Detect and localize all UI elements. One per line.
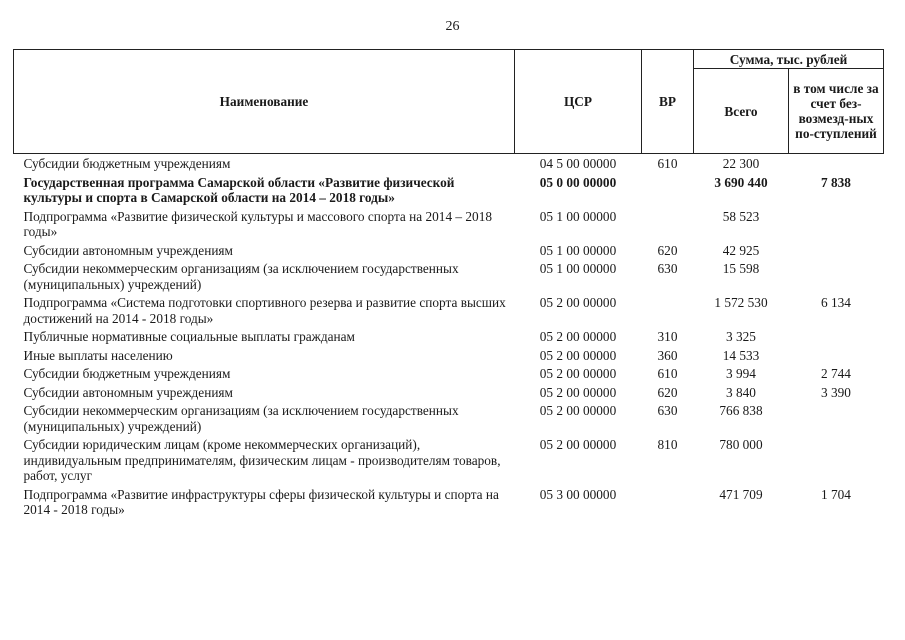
row-grants: 1 704 (821, 486, 851, 502)
table-row (14, 173, 884, 207)
table-header (14, 50, 884, 154)
row-name: Субсидии автономным учреждениям (23, 242, 233, 258)
row-csr: 05 0 00 00000 (539, 174, 617, 190)
table-row (14, 364, 884, 383)
row-vr (642, 173, 694, 207)
header-grants: в том числе за счет без-возмезд-ных по-ступлений (789, 69, 884, 154)
row-csr: 05 2 00 00000 (539, 329, 617, 344)
row-grants (789, 241, 884, 260)
row-csr: 05 2 00 00000 (539, 384, 617, 400)
row-name: Государственная программа Самарской области «Развитие физической культуры и спорта в Самарской области на 2014 – 2018 годы» (23, 174, 455, 205)
row-grants (789, 207, 884, 241)
row-grants (789, 401, 884, 435)
row-name: Субсидии бюджетным учреждениям (23, 156, 231, 171)
table-row (14, 207, 884, 241)
row-name: Субсидии бюджетным учреждениям (23, 366, 231, 381)
table-row (14, 401, 884, 435)
row-name: Подпрограмма «Развитие физической культуры и массового спорта на 2014 – 2018 годы» (23, 208, 492, 239)
table-row (14, 485, 884, 519)
row-csr: 05 2 00 00000 (539, 295, 617, 310)
row-vr: 810 (657, 437, 678, 452)
row-grants (789, 154, 884, 173)
row-total: 1 572 530 (714, 295, 768, 310)
row-name: Субсидии юридическим лицам (кроме некоммерческих организаций), индивидуальным предпринимателям, физическим лицам - производителям товаров, работ, услуг (23, 437, 501, 483)
table-row (14, 435, 884, 485)
row-csr: 05 3 00 00000 (539, 486, 617, 502)
row-total: 58 523 (722, 208, 760, 224)
table-row (14, 154, 884, 173)
row-vr: 360 (657, 347, 678, 363)
row-name: Публичные нормативные социальные выплаты гражданам (23, 329, 355, 344)
row-grants (789, 327, 884, 346)
row-total: 780 000 (719, 437, 763, 452)
row-grants: 7 838 (821, 174, 851, 190)
row-name: Подпрограмма «Система подготовки спортивного резерва и развитие спорта высших достижений на 2014 - 2018 годы» (23, 295, 506, 326)
row-total: 22 300 (722, 156, 760, 171)
table-row (14, 383, 884, 402)
row-total: 14 533 (722, 347, 760, 363)
header-name: Наименование (14, 50, 515, 154)
row-name: Подпрограмма «Развитие инфраструктуры сферы физической культуры и спорта на 2014 - 2018 годы» (23, 486, 499, 517)
row-total: 3 325 (726, 329, 756, 344)
row-vr: 610 (657, 156, 678, 171)
row-vr (642, 485, 694, 519)
row-total: 15 598 (722, 261, 760, 276)
row-vr: 310 (657, 329, 678, 344)
row-vr: 620 (657, 384, 678, 400)
row-vr (642, 207, 694, 241)
row-grants (789, 435, 884, 485)
row-name: Субсидии некоммерческим организациям (за исключением государственных (муниципальных) учреждений) (23, 403, 459, 434)
row-name: Субсидии автономным учреждениям (23, 384, 233, 400)
table-row (14, 293, 884, 327)
budget-table-container (13, 49, 883, 519)
header-total: Всего (694, 69, 789, 154)
row-csr: 04 5 00 00000 (539, 156, 617, 171)
row-csr: 05 2 00 00000 (539, 366, 617, 381)
row-total: 42 925 (722, 242, 760, 258)
row-csr: 05 2 00 00000 (539, 347, 617, 363)
row-vr: 610 (657, 366, 678, 381)
row-name: Субсидии некоммерческим организациям (за исключением государственных (муниципальных) учреждений) (23, 261, 459, 292)
table-row (14, 259, 884, 293)
row-vr: 630 (657, 403, 678, 418)
row-vr: 630 (657, 261, 678, 276)
header-sum-group: Сумма, тыс. рублей (694, 50, 884, 69)
row-csr: 05 2 00 00000 (539, 437, 617, 452)
row-grants: 3 390 (821, 384, 851, 400)
row-csr: 05 1 00 00000 (539, 208, 617, 224)
table-body (14, 154, 884, 519)
row-csr: 05 1 00 00000 (539, 261, 617, 276)
row-grants (789, 259, 884, 293)
header-vr: ВР (642, 50, 694, 154)
row-grants: 2 744 (821, 366, 851, 381)
table-row (14, 327, 884, 346)
page-number: 26 (445, 19, 460, 34)
row-total: 3 690 440 (714, 174, 768, 190)
row-total: 471 709 (719, 486, 763, 502)
row-grants: 6 134 (821, 295, 851, 310)
row-csr: 05 2 00 00000 (539, 403, 617, 418)
row-vr: 620 (657, 242, 678, 258)
row-total: 3 840 (726, 384, 756, 400)
budget-table (13, 49, 884, 519)
header-csr: ЦСР (515, 50, 642, 154)
row-grants (789, 346, 884, 365)
row-vr (642, 293, 694, 327)
row-name: Иные выплаты населению (23, 347, 173, 363)
row-total: 766 838 (719, 403, 763, 418)
table-row (14, 346, 884, 365)
row-total: 3 994 (726, 366, 756, 381)
table-row (14, 241, 884, 260)
row-csr: 05 1 00 00000 (539, 242, 617, 258)
